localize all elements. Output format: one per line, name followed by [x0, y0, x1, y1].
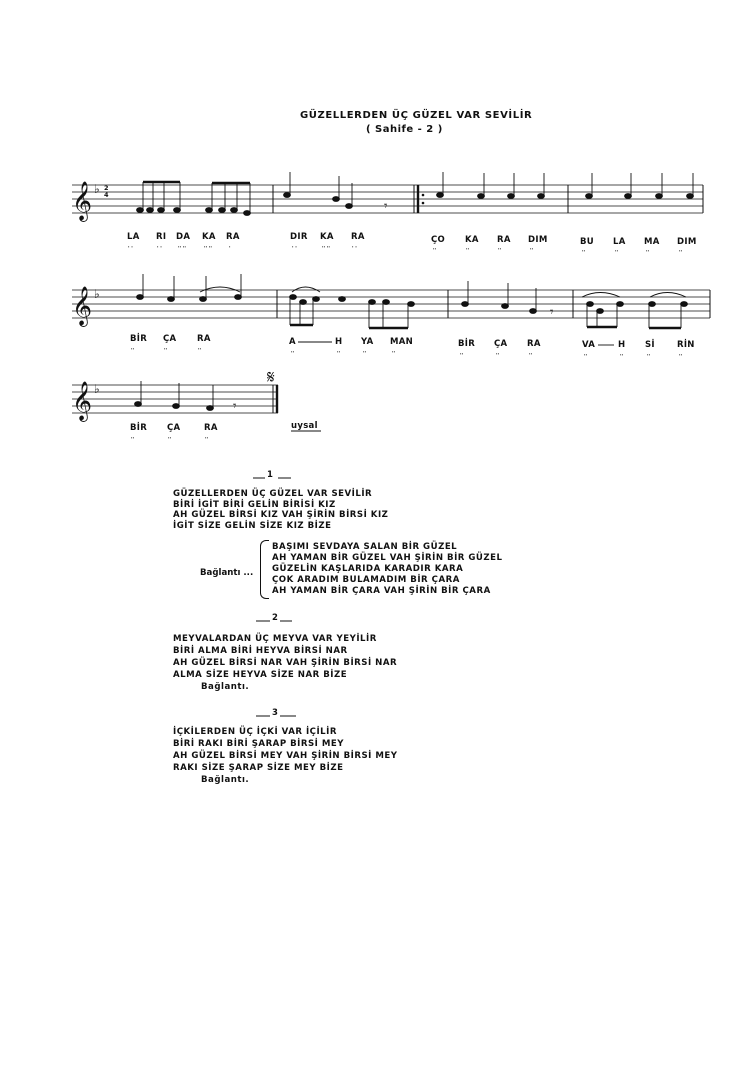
refrain-line: AH YAMAN BİR ÇARA VAH ŞİRİN BİR ÇARA [272, 586, 491, 596]
verse-line: AH GÜZEL BİRSİ MEY VAH ŞİRİN BİRSİ MEY [173, 751, 398, 761]
syllable: H [618, 340, 626, 350]
syllable: ÇA [163, 334, 177, 344]
svg-text:'' '': '' '' [322, 246, 330, 252]
svg-text:'': '' [460, 353, 464, 359]
svg-text:'': '' [584, 354, 588, 360]
svg-text:'': '' [392, 351, 396, 357]
svg-text:'': '' [433, 248, 437, 254]
syllable: DIR [290, 232, 308, 242]
syllable: LA [127, 232, 140, 242]
syllable: RI [156, 232, 167, 242]
syllable: DIM [528, 235, 548, 245]
syllable: YA [361, 337, 374, 347]
syllable: RA [204, 423, 218, 433]
svg-text:'': '' [164, 348, 168, 354]
syllable: Sİ [645, 340, 655, 350]
syllable: VA [582, 340, 596, 350]
svg-text:'' '': '' '' [178, 246, 186, 252]
svg-text:': ' [229, 246, 231, 252]
svg-text:'': '' [679, 250, 683, 256]
svg-text:'': '' [530, 248, 534, 254]
svg-text:' ': ' ' [128, 246, 133, 252]
segno-icon: 𝄋 [267, 367, 275, 388]
svg-text:'': '' [647, 354, 651, 360]
time-signature-icon [104, 184, 109, 199]
verse-number: 2 [272, 613, 278, 623]
refrain-line: ÇOK ARADIM BULAMADIM BİR ÇARA [272, 575, 460, 585]
svg-text:'': '' [466, 248, 470, 254]
svg-text:'': '' [620, 354, 624, 360]
refrain-text [272, 542, 503, 597]
svg-text:' ': ' ' [352, 246, 357, 252]
syllable: KA [465, 235, 479, 245]
syllable: DA [176, 232, 191, 242]
svg-text:'': '' [363, 351, 367, 357]
syllable: DIM [677, 237, 697, 247]
svg-text:𝄞: 𝄞 [72, 286, 93, 326]
syllable: BİR [458, 339, 476, 349]
svg-text:'': '' [205, 437, 209, 443]
flat-key-signature-icon [94, 182, 100, 396]
svg-text:'': '' [498, 248, 502, 254]
verse-line: BİRİ İGİT BİRİ GELİN BİRİSİ KIZ [173, 499, 336, 510]
svg-text:𝄾: 𝄾 [233, 399, 237, 414]
refrain-line: BAŞIMI SEVDAYA SALAN BİR GÜZEL [272, 542, 458, 552]
verse-line: İGİT SİZE GELİN SİZE KIZ BİZE [173, 520, 332, 531]
verse-line: ALMA SİZE HEYVA SİZE NAR BİZE [173, 670, 348, 680]
uysal-mark: uysal [291, 421, 318, 431]
staff-1-lines [72, 185, 703, 213]
verse-3-text [173, 726, 398, 786]
refrain-line: AH YAMAN BİR GÜZEL VAH ŞİRİN BİR GÜZEL [272, 553, 503, 563]
verse-number: 3 [272, 708, 278, 718]
svg-text:♭: ♭ [94, 182, 100, 196]
svg-text:'': '' [615, 250, 619, 256]
syllable: BU [580, 237, 594, 247]
svg-text:'': '' [168, 437, 172, 443]
svg-text:'': '' [582, 250, 586, 256]
verse-line: AH GÜZEL BİRSİ NAR VAH ŞİRİN BİRSİ NAR [173, 658, 398, 668]
syllable: RA [351, 232, 365, 242]
syllable: ÇO [431, 235, 446, 245]
verse-number: 1 [267, 470, 273, 480]
verse-line: İÇKİLERDEN ÜÇ İÇKİ VAR İÇİLİR [173, 727, 337, 737]
syllable: A [289, 337, 296, 347]
svg-text:𝄾: 𝄾 [550, 305, 554, 320]
song-title: GÜZELLERDEN ÜÇ GÜZEL VAR SEVİLİR [300, 110, 533, 121]
svg-text:'': '' [291, 351, 295, 357]
svg-text:𝄞: 𝄞 [72, 381, 93, 421]
syllable: RA [226, 232, 240, 242]
syllable: MAN [390, 337, 414, 347]
syllable: RA [197, 334, 211, 344]
svg-text:♭: ♭ [94, 287, 100, 301]
slurs [200, 287, 686, 297]
verse-refrain-label: Bağlantı. [201, 775, 250, 785]
syllable: BİR [130, 423, 148, 433]
svg-text:'': '' [646, 250, 650, 256]
syllable: BİR [130, 334, 148, 344]
syllable: RİN [677, 340, 695, 350]
verse-line: RAKI SİZE ŞARAP SİZE MEY BİZE [173, 763, 344, 773]
svg-text:2: 2 [104, 184, 109, 192]
refrain-brace [260, 540, 269, 599]
svg-text:♭: ♭ [94, 382, 100, 396]
notes-staff-1 [137, 172, 694, 215]
verse-line: AH GÜZEL BİRSİ KIZ VAH ŞİRİN BİRSİ KIZ [173, 510, 389, 520]
verse-line: MEYVALARDAN ÜÇ MEYVA VAR YEYİLİR [173, 634, 377, 644]
svg-text:'' '': '' '' [204, 246, 212, 252]
verse-line: GÜZELLERDEN ÜÇ GÜZEL VAR SEVİLİR [173, 489, 373, 499]
syllable: KA [320, 232, 334, 242]
refrain-label: Bağlantı ... [200, 568, 254, 578]
svg-text:' ': ' ' [157, 246, 162, 252]
verse-line: BİRİ ALMA BİRİ HEYVA BİRSİ NAR [173, 646, 348, 656]
syllable: H [335, 337, 343, 347]
syllable: ÇA [167, 423, 181, 433]
music-score [0, 0, 750, 460]
syllable: KA [202, 232, 216, 242]
svg-text:4: 4 [104, 191, 109, 199]
svg-text:'': '' [198, 348, 202, 354]
svg-text:'': '' [337, 351, 341, 357]
svg-text:' ': ' ' [292, 246, 297, 252]
syllable: RA [497, 235, 511, 245]
syllable: LA [613, 237, 626, 247]
syllable: MA [644, 237, 660, 247]
svg-text:𝄞: 𝄞 [72, 181, 93, 221]
page-subtitle: ( Sahife - 2 ) [366, 124, 443, 135]
svg-text:'': '' [131, 437, 135, 443]
staff-2-lines [72, 290, 710, 318]
svg-text:'': '' [679, 354, 683, 360]
notes-staff-2 [137, 274, 688, 328]
verse-line: BİRİ RAKI BİRİ ŞARAP BİRSİ MEY [173, 739, 345, 749]
syllable: ÇA [494, 339, 508, 349]
verse-1-text [173, 489, 388, 531]
svg-text:'': '' [496, 353, 500, 359]
svg-text:𝄾: 𝄾 [384, 199, 388, 214]
syllable: RA [527, 339, 541, 349]
svg-text:'': '' [131, 348, 135, 354]
verse-2-text [173, 633, 397, 693]
refrain-line: GÜZELİN KAŞLARIDA KARADIR KARA [272, 564, 464, 574]
treble-clef-icon [72, 181, 92, 422]
svg-text:'': '' [529, 353, 533, 359]
verse-refrain-label: Bağlantı. [201, 682, 250, 692]
